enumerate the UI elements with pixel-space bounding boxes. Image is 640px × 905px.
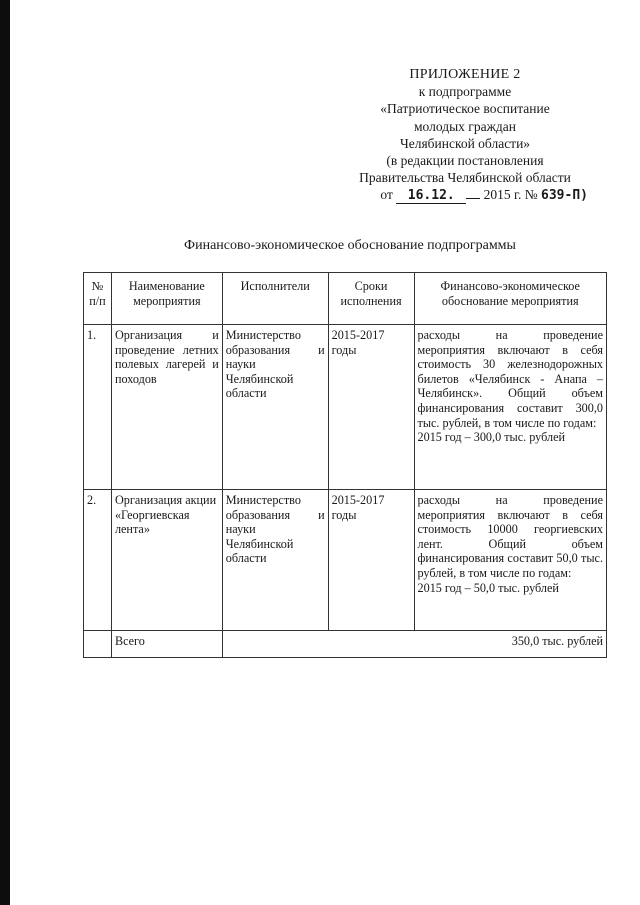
header-term: Сроки исполнения (328, 273, 414, 325)
header-num: № п/п (84, 273, 112, 325)
table-row (84, 490, 607, 631)
cell-name: Организация и проведение летних полевых лагерей и походов (111, 325, 222, 490)
table-total-row (84, 631, 607, 658)
appendix-line: (в редакции постановления (386, 153, 544, 169)
cell-empty (84, 631, 112, 658)
cell-executor: Министерство образования и науки Челябинской области (222, 325, 328, 490)
cell-justification (414, 325, 607, 490)
cell-justification (414, 490, 607, 631)
header-executor: Исполнители (222, 273, 328, 325)
resolution-number: 639-П) (541, 188, 588, 204)
document-heading: Финансово-экономическое обоснование подпрограммы (184, 238, 516, 253)
appendix-line: к подпрограмме (418, 84, 512, 100)
justification-year: 2015 год – 300,0 тыс. рублей (417, 430, 566, 445)
table-row (84, 325, 607, 490)
header-justification: Финансово-экономическое обоснование мероприятия (414, 273, 607, 325)
scan-edge-bar (0, 0, 10, 905)
financial-table (83, 272, 607, 658)
resolution-date-line (340, 186, 590, 204)
date-prefix: от (380, 187, 393, 203)
appendix-title: ПРИЛОЖЕНИЕ 2 (409, 67, 521, 82)
table-header-row (84, 273, 607, 325)
total-label: Всего (111, 631, 222, 658)
appendix-block (340, 66, 590, 204)
date-blank (466, 198, 480, 199)
appendix-line: Правительства Челябинской области (359, 170, 571, 186)
cell-num: 2. (84, 490, 112, 631)
date-year: 2015 г. № (483, 187, 538, 203)
cell-term: 2015-2017 годы (328, 490, 414, 631)
justification-year: 2015 год – 50,0 тыс. рублей (417, 580, 559, 595)
appendix-line: молодых граждан (414, 118, 516, 134)
header-name: Наименование мероприятия (111, 273, 222, 325)
appendix-line: Челябинской области» (399, 135, 531, 151)
total-value: 350,0 тыс. рублей (222, 631, 606, 658)
cell-name: Организация акции «Георгиевская лента» (111, 490, 222, 631)
appendix-line: «Патриотическое воспитание (380, 101, 550, 117)
date-day-field: 16.12. (396, 189, 466, 204)
justification-text: расходы на проведение мероприятия включают в себя стоимость 30 железнодорожных билетов «Челябинск - Анапа – Челябинск». Общий объем финансирования составит 300,0 тыс. рублей, в том числе по годам: (417, 328, 603, 430)
justification-text: расходы на проведение мероприятия включают в себя стоимость 10000 георгиевских лент. Общий объем финансирования составит 50,0 тыс. рублей, в том числе по годам: (417, 493, 603, 580)
cell-num: 1. (84, 325, 112, 490)
cell-executor: Министерство образования и науки Челябинской области (222, 490, 328, 631)
cell-term: 2015-2017 годы (328, 325, 414, 490)
